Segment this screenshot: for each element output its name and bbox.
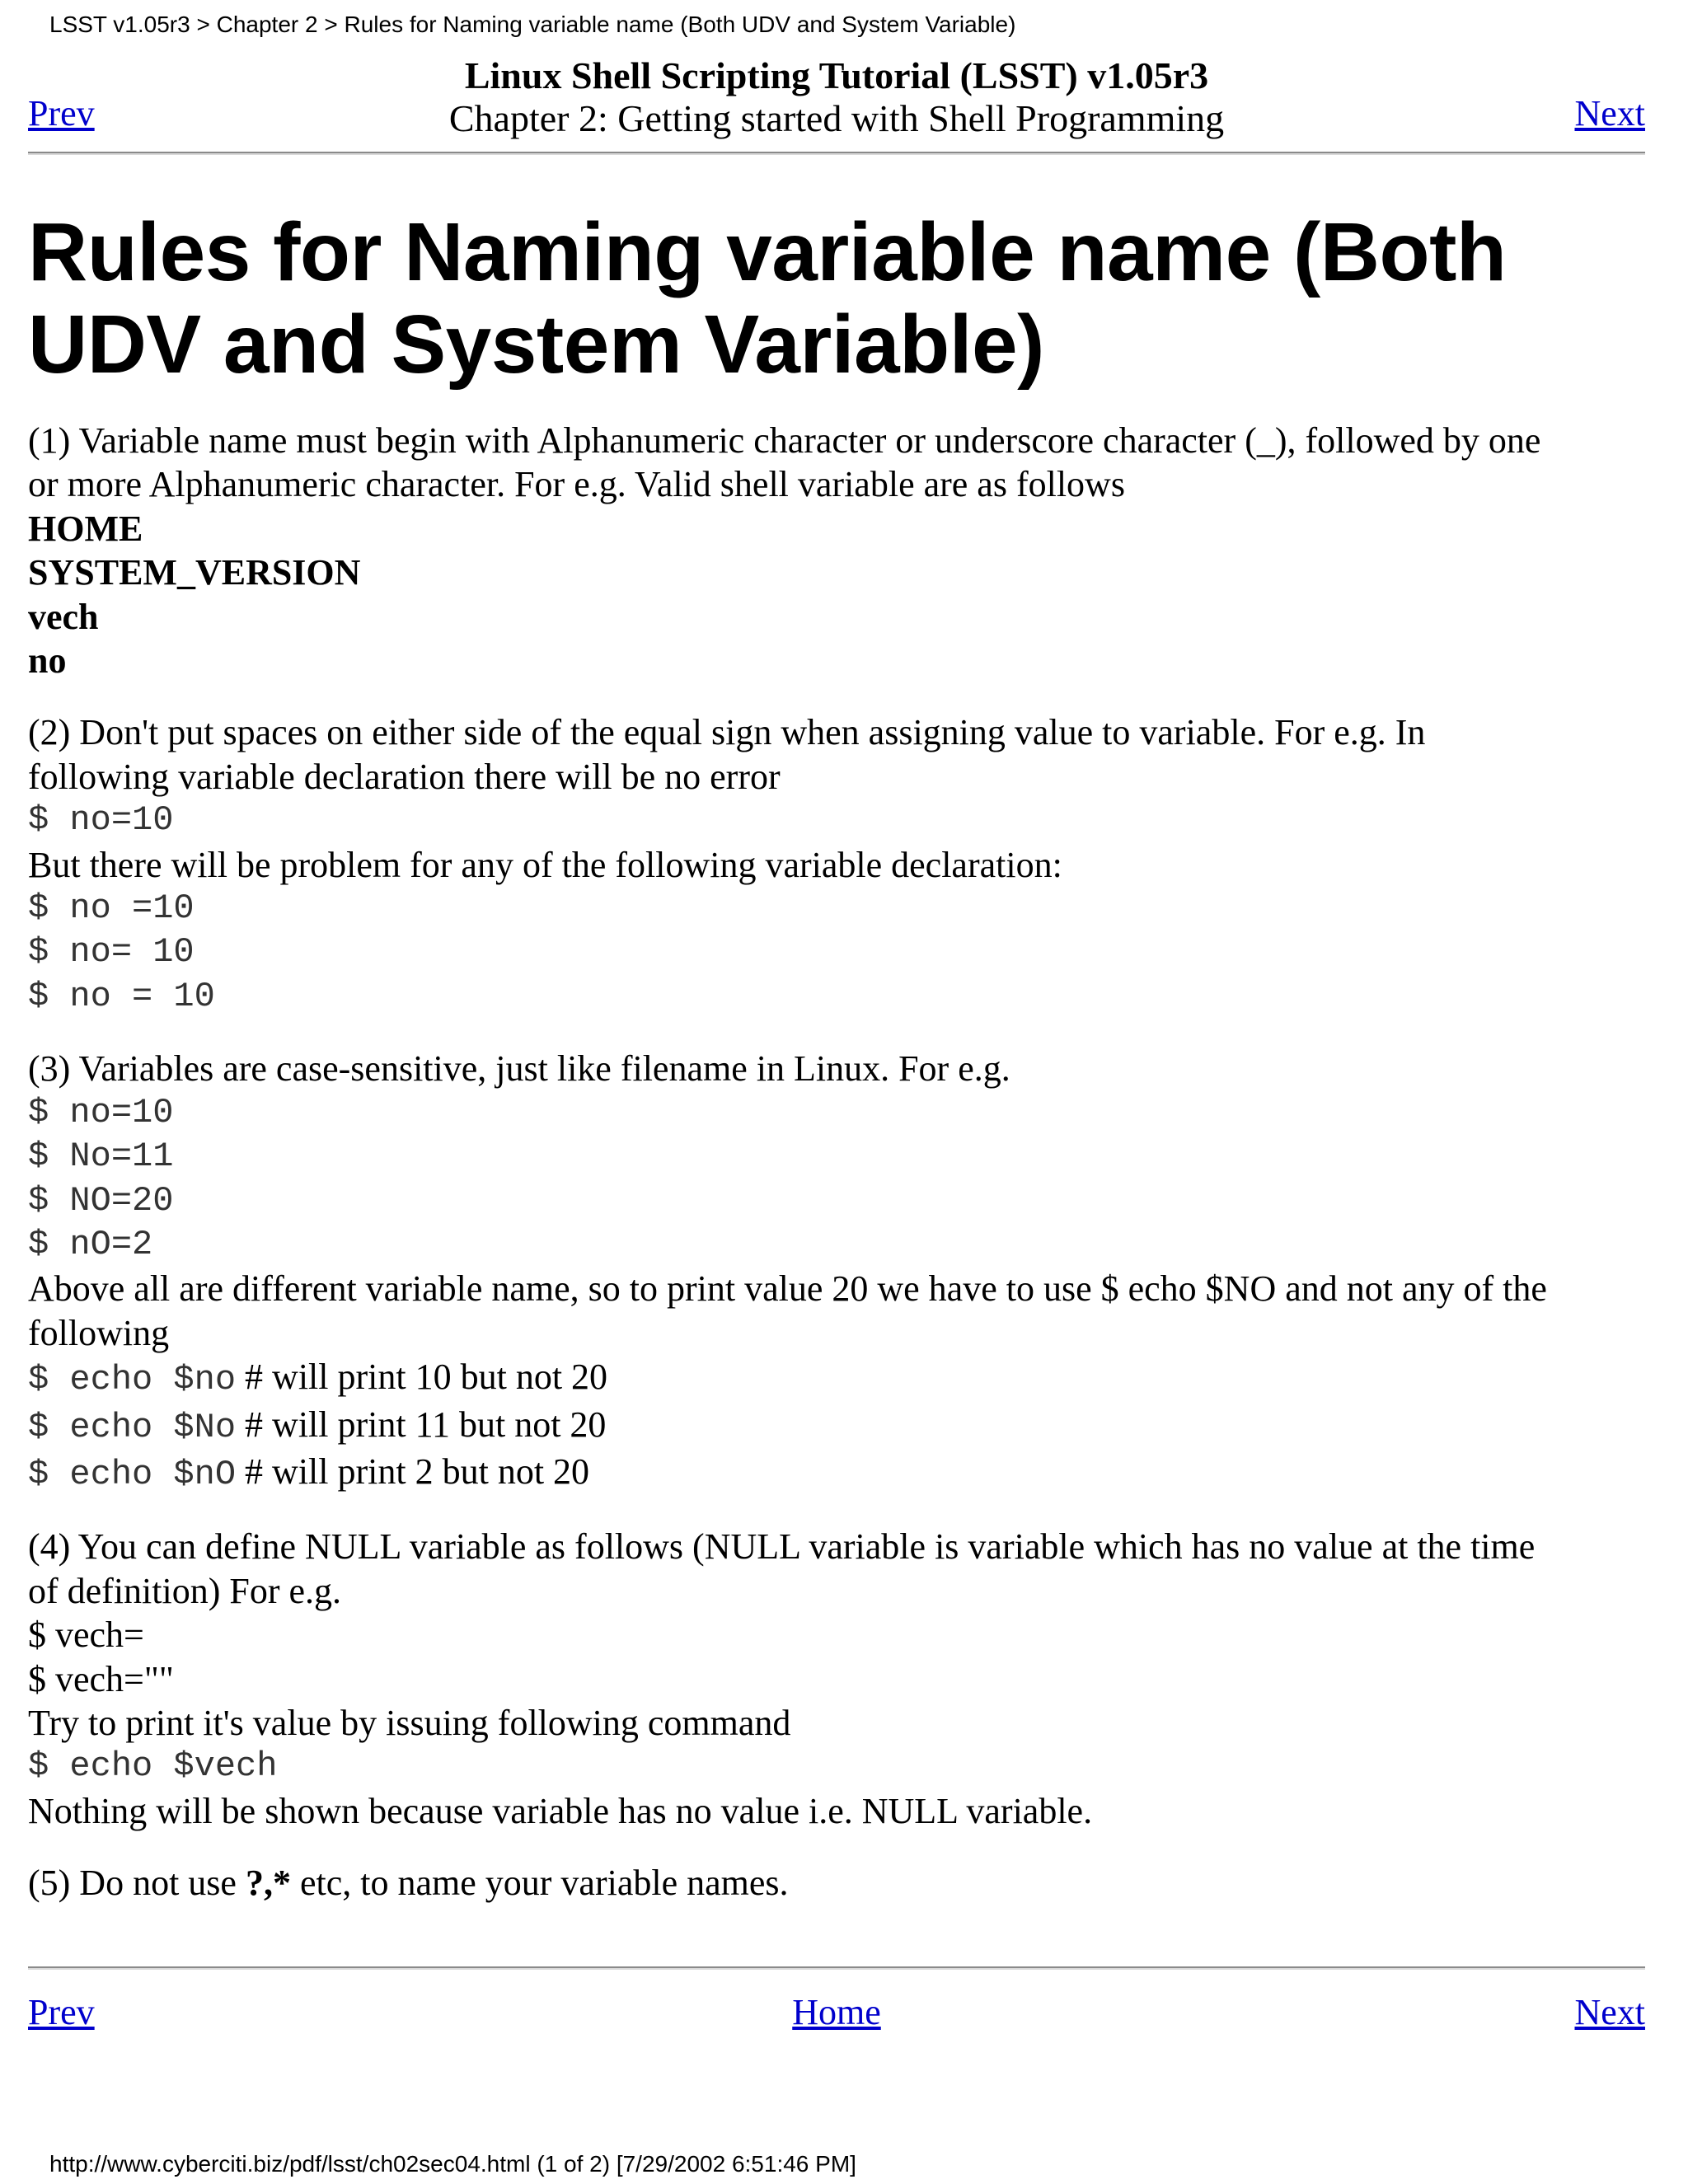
code-example: $ no= 10 [28,932,195,972]
code-example: $ nO=2 [28,1224,153,1264]
rule-4-intro-line-1: (4) You can define NULL variable as follows (NULL variable is variable which has no value at the time [28,1526,1536,1568]
code-example: $ NO=20 [28,1180,174,1221]
rule-3-intro: (3) Variables are case-sensitive, just like filename in Linux. For e.g. [28,1048,1010,1090]
code-example: $ no =10 [28,888,195,929]
echo-example [28,1403,1652,1450]
valid-example: no [28,640,67,682]
echo-note: # will print 2 but not 20 [245,1451,590,1492]
rule-4-try-text: Try to print it's value by issuing following command [28,1702,791,1743]
rule-4-intro-line-2: of definition) For e.g. [28,1570,342,1611]
rule-4-result-text: Nothing will be shown because variable has no value i.e. NULL variable. [28,1790,1093,1831]
print-header: LSST v1.05r3 > Chapter 2 > Rules for Naming variable name (Both UDV and System Variable) [49,12,1016,37]
valid-example: SYSTEM_VERSION [28,552,361,593]
rule-5-text [28,1861,1652,1905]
valid-example: vech [28,596,99,637]
rule-5 [28,1861,1652,1905]
prev-link[interactable]: Prev [28,93,95,134]
bottom-navigation [28,1991,1645,2041]
rule-2 [28,710,1652,1019]
code-example: $ no = 10 [28,976,215,1016]
chapter-title: Chapter 2: Getting started with Shell Programming [448,97,1225,139]
rule-1 [28,419,1652,682]
rule-4 [28,1525,1652,1833]
echo-command: $ echo $nO [28,1454,237,1494]
echo-example [28,1450,1652,1497]
echo-note: # will print 10 but not 20 [245,1357,608,1398]
book-title: Linux Shell Scripting Tutorial (LSST) v1.05r3 [464,54,1209,96]
valid-example: HOME [28,508,143,549]
rule-5-symbols: ?,* [245,1863,291,1904]
rule-3-explain-line-2: following [28,1312,170,1353]
code-example: $ echo $vech [28,1746,278,1787]
code-example: $ no=10 [28,800,174,841]
next-link[interactable]: Next [1574,93,1645,134]
null-example: $ vech="" [28,1658,174,1699]
home-link[interactable]: Home [792,1992,881,2032]
rule-1-intro-line-2: or more Alphanumeric character. For e.g. Valid shell variable are as follows [28,464,1125,505]
null-example: $ vech= [28,1615,144,1656]
echo-note: # will print 11 but not 20 [245,1404,607,1445]
code-example: $ No=11 [28,1137,174,1177]
rule-2-intro-line-2: following variable declaration there will be no error [28,756,781,797]
page-title-line-2: UDV and System Variable) [28,298,1044,391]
page-title-line-1: Rules for Naming variable name (Both [28,206,1507,298]
echo-command: $ echo $no [28,1360,237,1400]
echo-example [28,1355,1652,1402]
main-content [28,206,1652,1905]
top-divider [28,152,1645,155]
header-titles [28,54,1645,140]
rule-2-problem-text: But there will be problem for any of the following variable declaration: [28,844,1062,885]
rule-5-suffix: etc, to name your variable names. [290,1863,789,1904]
rule-5-prefix: (5) Do not use [28,1863,246,1904]
rule-1-intro-line-1: (1) Variable name must begin with Alphanumeric character or underscore character (_), followed by one [28,420,1541,461]
echo-command: $ echo $No [28,1407,237,1447]
rule-3-explain-line-1: Above all are different variable name, so to print value 20 we have to use $ echo $NO and not any of the [28,1268,1547,1310]
rule-2-intro-line-1: (2) Don't put spaces on either side of the equal sign when assigning value to variable. For e.g. In [28,712,1426,753]
print-footer: http://www.cyberciti.biz/pdf/lsst/ch02sec04.html (1 of 2) [7/29/2002 6:51:46 PM] [49,2151,856,2177]
home-link-wrapper [28,1991,1645,2034]
prev-link[interactable]: Prev [28,1992,95,2032]
code-example: $ no=10 [28,1092,174,1132]
next-link[interactable]: Next [1574,1992,1645,2032]
page-title [28,206,1652,391]
bottom-divider [28,1966,1645,1970]
rule-3 [28,1047,1652,1497]
top-navigation [28,54,1645,145]
